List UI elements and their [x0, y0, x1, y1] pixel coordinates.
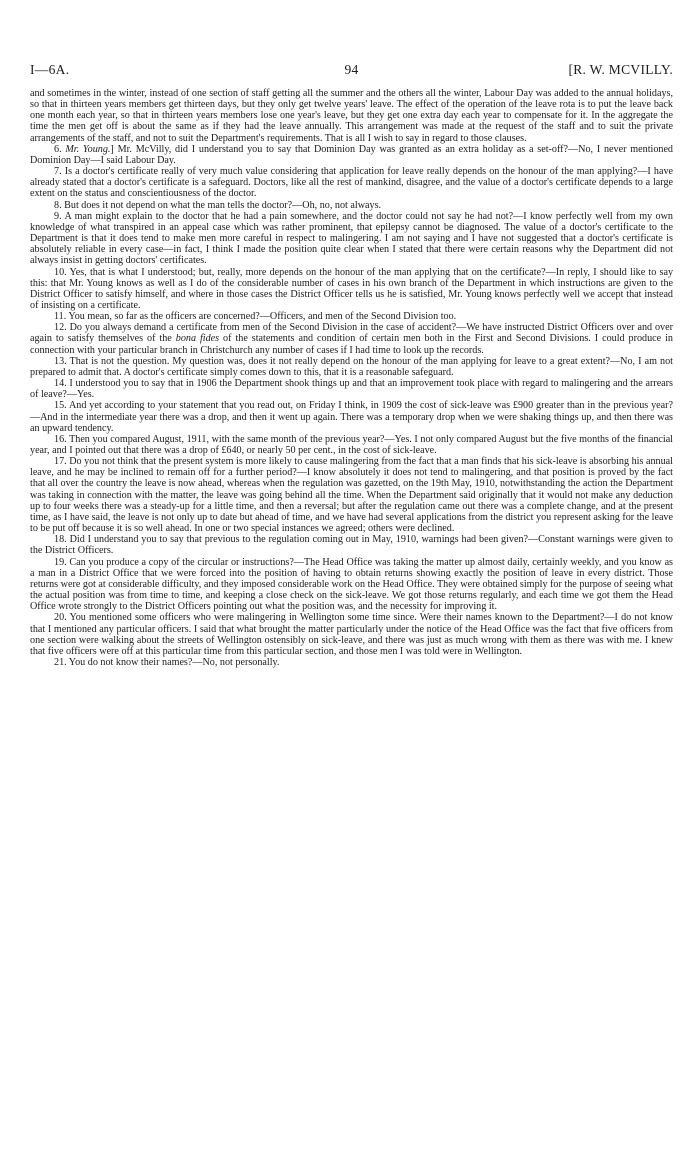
paragraph-question-8: 8. But does it not depend on what the man tells the doctor?—Oh, no, not always. [54, 199, 382, 211]
paragraph-question-12: 12. Do you always demand a certificate from men of the Second Division in the case of accident?—We have instructed District Officers over and over again to satisfy themselves of the bona fides of the statements and condition of certain men both in the First and Second Divisions. I could produce in connection with your particular branch in Christchurch any number of cases if I had time to look up the records. [30, 322, 673, 356]
paragraph-question-11: 11. You mean, so far as the officers are concerned?—Officers, and men of the Second Division too. [54, 311, 457, 323]
paragraph-question-20: 20. You mentioned some officers who were malingering in Wellington some time since. Were their names known to the Department?—I do not know that I mentioned any particular officers. I said that what brought the matter particularly under the notice of the Head Office was the fact that five officers from one section were walking about the streets of Wellington ostensibly on sick-leave, and there was just as much wrong with them as there was with me. I knew that five officers were off at this particular time from this particular section, and those men I was told were in Wellington. [30, 612, 673, 657]
paragraph-question-6: 6. Mr. Young.] Mr. McVilly, did I understand you to say that Dominion Day was granted as an extra holiday as a set-off?—No, I never mentioned Dominion Day—I said Labour Day. [30, 143, 673, 166]
paragraph-question-14: 14. I understood you to say that in 1906 the Department shook things up and that an improvement took place with regard to malingering and the arrears of leave?—Yes. [30, 378, 673, 401]
paragraph-question-17: 17. Do you not think that the present system is more likely to cause malingering from the fact that a man finds that his sick-leave is absorbing his annual leave, and he may be inclined to remain off for a further period?—I know absolutely it does not tend to malingering, and that position is proved by the fact that all over the country the leave is now ahead, whereas when the regulation was gazetted, on the 19th May, 1910, notwithstanding the action the Department was taking in connection with the matter, the leave was going behind all the time. When the Department said originally that it would not make any deduction up to four weeks there was a steady-up for a little time, and then a reversal; but after the regulation came out there was a complete change, and at the present time, as I have said, the leave is not only up to date but ahead of time, and we have had several applications from the district you represent asking for the leave to be put off because it is so well ahead. In one or two special instances we agreed; others were declined. [30, 456, 673, 535]
paragraph-question-21: 21. You do not know their names?—No, not personally. [54, 656, 280, 668]
paragraph-question-19: 19. Can you produce a copy of the circular or instructions?—The Head Office was taking the matter up almost daily, certainly weekly, and you know as a man in a District Office that we were forced into the position of having to obtain returns showing exactly the position of leave in every district. Those returns were got at considerable difficulty, and they imposed considerable work on the Head Office. They were obtained simply for the purpose of seeing what the actual position was from time to time, and keeping a close check on the sick-leave. We got those returns regularly, and each time we got them the Head Office wrote strongly to the District Officers pointing out what the position was, and the necessity for improving it. [30, 556, 673, 613]
paragraph-question-10: 10. Yes, that is what I understood; but, really, more depends on the honour of the man applying that on the certificate?—In reply, I should like to say this: that Mr. Young knows as well as I do of the considerable number of cases in his own branch of the Department in which instructions are given to the District Officer to satisfy himself, and where in those cases the District Officer tells us he is satisfied, Mr. Young knows perfectly well we accept that instead of insisting on a certificate. [30, 266, 673, 311]
page-header [30, 62, 673, 82]
paragraph-continuation: and sometimes in the winter, instead of one section of staff getting all the summer and the others all the winter, Labour Day was added to the annual holidays, so that in thirteen years members get thirteen days, but they only get twelve years' leave. The effect of the operation of the leave rota is to put the leave back one month each year, so that in thirteen years members lose one year's leave, but they get one extra day each year to compensate for it. In the aggregate the time the men get off is about the same as if they had the leave annually. This arrangement was made at the request of the staff and to suit the private arrangements of the staff, and not to suit the Department's requirements. That is all I wish to say in regard to those clauses. [30, 88, 673, 144]
document-page [30, 62, 673, 668]
latin-term: bona fides [175, 333, 220, 345]
page-number: 94 [344, 62, 359, 77]
paragraph-question-7: 7. Is a doctor's certificate really of very much value considering that application for leave really depends on the honour of the man applying?—I have already stated that a doctor's certificate is a safeguard. Doctors, like all the rest of mankind, disagree, and the value of a doctor's certificate depends to a large extent on the status and conscientiousness of the doctor. [30, 166, 673, 200]
testimony-body [30, 88, 673, 668]
witness-name: [R. W. MCVILLY. [568, 62, 673, 77]
document-reference: I—6A. [30, 62, 70, 77]
paragraph-question-15: 15. And yet according to your statement that you read out, on Friday I think, in 1909 the cost of sick-leave was £900 greater than in the previous year?—And in the intermediate year there was a drop, and then it went up again. There was a temporary drop when we were shaking things up, and then there was an upward tendency. [30, 400, 673, 434]
paragraph-question-9: 9. A man might explain to the doctor that he had a pain somewhere, and the doctor could not say he had not?—I know perfectly well from my own knowledge of what transpired in an appeal case which was rather prominent, that epilepsy cannot be diagnosed. The value of a doctor's certificate to the Department is that it does tend to make men more careful in respect to malingering. I am not saying and I have not suggested that a doctor's certificate is absolutely reliable in every case—in fact, I think I made the position quite clear when I stated that there were certain reasons why the Department did not always insist in getting doctors' certificates. [30, 210, 673, 267]
speaker-name: Mr. Young. [65, 143, 111, 155]
paragraph-question-13: 13. That is not the question. My question was, does it not really depend on the honour of the man applying for leave to a great extent?—No, I am not prepared to admit that. A doctor's certificate simply comes down to this, that it is a reasonable safeguard. [30, 355, 673, 378]
paragraph-question-16: 16. Then you compared August, 1911, with the same month of the previous year?—Yes. I not only compared August but the five months of the financial year, and I pointed out that there was a drop of £640, or nearly 50 per cent., in the cost of sick-leave. [30, 433, 673, 456]
paragraph-question-18: 18. Did I understand you to say that previous to the regulation coming out in May, 1910, warnings had been given?—Constant warnings were given to the District Officers. [30, 534, 673, 557]
